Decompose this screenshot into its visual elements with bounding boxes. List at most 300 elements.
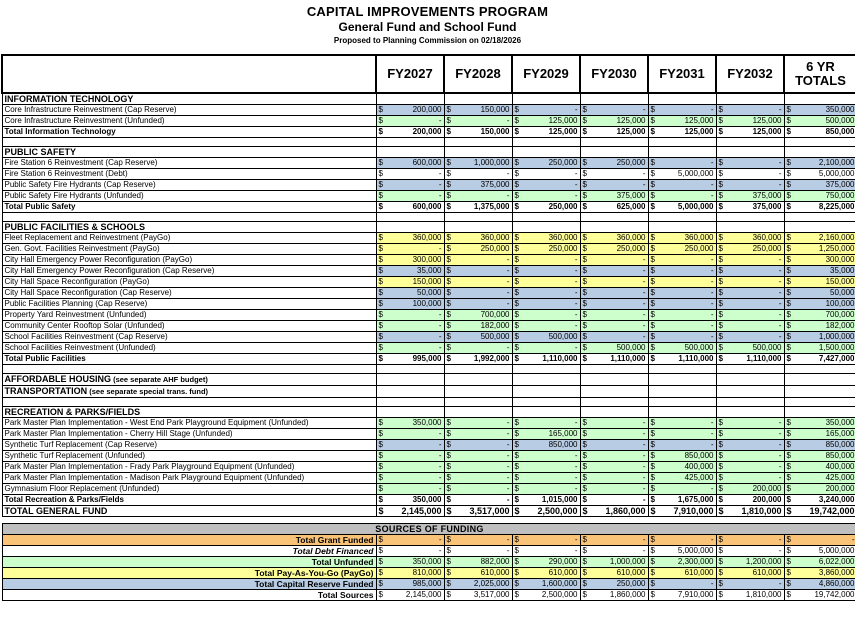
currency-symbol: $	[718, 321, 723, 330]
year-cell	[512, 429, 580, 440]
year-cell	[648, 310, 716, 321]
cell-value: -	[710, 535, 714, 544]
year-cell	[580, 116, 648, 127]
total-cell	[784, 418, 855, 429]
year-cell	[512, 127, 580, 138]
line-item-row	[2, 180, 855, 191]
empty-cell	[580, 398, 648, 407]
cell-value: 100,000	[825, 299, 855, 308]
section-total-row	[2, 127, 855, 138]
currency-symbol: $	[650, 557, 655, 566]
section-header-row	[2, 407, 855, 418]
currency-symbol: $	[582, 202, 587, 211]
currency-symbol: $	[514, 158, 519, 167]
year-cell	[716, 451, 784, 462]
cell-value: 125,000	[548, 116, 578, 125]
cell-value: -	[574, 105, 578, 114]
currency-symbol: $	[718, 535, 723, 544]
currency-symbol: $	[446, 202, 451, 211]
year-cell	[716, 202, 784, 213]
currency-symbol: $	[514, 288, 519, 297]
year-cell	[580, 473, 648, 484]
cell-value: 3,517,000	[469, 506, 510, 516]
spacer-label	[2, 213, 376, 222]
year-cell	[512, 116, 580, 127]
year-cell	[444, 535, 512, 546]
year-cell	[512, 255, 580, 266]
currency-symbol: $	[446, 535, 451, 544]
cell-value: 200,000	[412, 127, 442, 136]
year-cell	[580, 495, 648, 506]
year-cell	[376, 473, 444, 484]
currency-symbol: $	[786, 473, 791, 482]
empty-cell	[444, 398, 512, 407]
year-cell	[512, 277, 580, 288]
currency-symbol: $	[786, 255, 791, 264]
empty-cell	[716, 138, 784, 147]
year-cell	[512, 343, 580, 354]
currency-symbol: $	[718, 116, 723, 125]
total-cell	[784, 429, 855, 440]
cell-value: 5,000,000	[677, 202, 714, 211]
year-cell	[648, 473, 716, 484]
cell-value: -	[574, 535, 578, 544]
currency-symbol: $	[786, 233, 791, 242]
currency-symbol: $	[446, 321, 451, 330]
currency-symbol: $	[446, 590, 451, 599]
year-cell	[376, 343, 444, 354]
line-item-row	[2, 332, 855, 343]
currency-symbol: $	[582, 191, 587, 200]
sources-row-label: Total Capital Reserve Funded	[2, 579, 376, 590]
cell-value: -	[642, 255, 646, 264]
empty-cell	[444, 138, 512, 147]
year-cell	[580, 590, 648, 601]
cell-value: -	[642, 462, 646, 471]
cell-value: 8,225,000	[818, 202, 855, 211]
currency-symbol: $	[650, 116, 655, 125]
year-cell	[648, 354, 716, 365]
total-cell	[784, 116, 855, 127]
year-cell	[376, 233, 444, 244]
currency-symbol: $	[446, 255, 451, 264]
year-cell	[376, 590, 444, 601]
cell-value: -	[506, 462, 510, 471]
row-label: Total Public Facilities	[2, 354, 376, 365]
row-label: City Hall Emergency Power Reconfiguration (Cap Reserve)	[2, 266, 376, 277]
currency-symbol: $	[378, 127, 383, 136]
empty-cell	[648, 398, 716, 407]
currency-symbol: $	[514, 440, 519, 449]
cell-value: -	[642, 321, 646, 330]
total-cell	[784, 343, 855, 354]
currency-symbol: $	[650, 506, 656, 516]
year-cell	[376, 169, 444, 180]
currency-symbol: $	[446, 440, 451, 449]
cell-value: -	[438, 473, 442, 482]
currency-symbol: $	[650, 535, 655, 544]
cell-value: 350,000	[412, 418, 442, 427]
year-cell	[512, 557, 580, 568]
year-cell	[716, 105, 784, 116]
currency-symbol: $	[582, 568, 587, 577]
empty-cell	[648, 386, 716, 398]
year-cell	[512, 332, 580, 343]
year-cell	[376, 568, 444, 579]
empty-cell	[784, 407, 855, 418]
year-cell	[580, 277, 648, 288]
currency-symbol: $	[718, 462, 723, 471]
cell-value: -	[778, 429, 782, 438]
year-cell	[444, 440, 512, 451]
year-cell	[580, 418, 648, 429]
year-cell	[376, 244, 444, 255]
year-cell	[444, 266, 512, 277]
year-cell	[648, 418, 716, 429]
currency-symbol: $	[378, 233, 383, 242]
year-cell	[444, 277, 512, 288]
currency-symbol: $	[514, 255, 519, 264]
cell-value: -	[438, 332, 442, 341]
page-title: CAPITAL IMPROVEMENTS PROGRAM	[306, 4, 549, 19]
currency-symbol: $	[378, 299, 383, 308]
sources-row-label: Total Unfunded	[2, 557, 376, 568]
cell-value: -	[710, 579, 714, 588]
cell-value: -	[574, 321, 578, 330]
currency-symbol: $	[582, 418, 587, 427]
note-bold: TRANSPORTATION	[4, 386, 88, 396]
currency-symbol: $	[514, 557, 519, 566]
year-cell	[376, 429, 444, 440]
currency-symbol: $	[786, 202, 791, 211]
cell-value: 610,000	[616, 568, 646, 577]
cell-value: 1,250,000	[818, 244, 855, 253]
currency-symbol: $	[378, 546, 383, 555]
currency-symbol: $	[718, 202, 723, 211]
year-cell	[648, 255, 716, 266]
currency-symbol: $	[718, 244, 723, 253]
year-cell	[444, 255, 512, 266]
empty-cell	[512, 398, 580, 407]
currency-symbol: $	[446, 473, 451, 482]
currency-symbol: $	[582, 579, 587, 588]
cell-value: -	[438, 535, 442, 544]
total-cell	[784, 495, 855, 506]
year-cell	[648, 579, 716, 590]
year-cell	[580, 332, 648, 343]
year-cell	[648, 299, 716, 310]
page-note: Proposed to Planning Commission on 02/18/2026	[333, 36, 522, 45]
currency-symbol: $	[650, 191, 655, 200]
cell-value: 500,000	[480, 332, 510, 341]
currency-symbol: $	[650, 233, 655, 242]
year-cell	[512, 440, 580, 451]
year-cell	[580, 180, 648, 191]
currency-symbol: $	[718, 473, 723, 482]
cell-value: 500,000	[752, 343, 782, 352]
year-cell	[376, 321, 444, 332]
cell-value: 182,000	[480, 321, 510, 330]
year-cell	[716, 180, 784, 191]
line-item-row	[2, 484, 855, 495]
year-cell	[512, 506, 580, 517]
spacer-label	[2, 138, 376, 147]
cell-value: -	[642, 266, 646, 275]
row-label: Synthetic Turf Replacement (Cap Reserve)	[2, 440, 376, 451]
year-cell	[580, 299, 648, 310]
year-cell	[512, 484, 580, 495]
year-cell	[648, 321, 716, 332]
cell-value: -	[438, 451, 442, 460]
year-cell	[580, 169, 648, 180]
year-cell	[444, 332, 512, 343]
year-cell	[376, 440, 444, 451]
row-label: Fleet Replacement and Reinvestment (PayGo)	[2, 233, 376, 244]
row-label: City Hall Space Reconfiguration (PayGo)	[2, 277, 376, 288]
currency-symbol: $	[378, 191, 383, 200]
total-cell	[784, 321, 855, 332]
sources-row	[2, 546, 855, 557]
year-cell	[512, 310, 580, 321]
cell-value: 3,517,000	[473, 590, 510, 599]
year-cell	[716, 332, 784, 343]
currency-symbol: $	[786, 440, 791, 449]
cell-value: 1,675,000	[677, 495, 714, 504]
year-cell	[716, 343, 784, 354]
currency-symbol: $	[650, 484, 655, 493]
cell-value: 1,860,000	[605, 506, 646, 516]
empty-cell	[444, 93, 512, 105]
cell-value: -	[438, 116, 442, 125]
cell-value: 250,000	[684, 244, 714, 253]
total-cell	[784, 266, 855, 277]
empty-cell	[444, 147, 512, 158]
column-header-totals	[784, 55, 855, 93]
total-cell	[784, 440, 855, 451]
currency-symbol: $	[378, 451, 383, 460]
year-cell	[580, 288, 648, 299]
currency-symbol: $	[718, 158, 723, 167]
cell-value: 610,000	[548, 568, 578, 577]
year-cell	[512, 105, 580, 116]
currency-symbol: $	[582, 590, 587, 599]
currency-symbol: $	[514, 590, 519, 599]
year-cell	[376, 310, 444, 321]
empty-cell	[784, 374, 855, 386]
currency-symbol: $	[718, 354, 723, 363]
cell-value: 200,000	[752, 484, 782, 493]
cell-value: 750,000	[825, 191, 855, 200]
row-label: Core Infrastructure Reinvestment (Cap Reserve)	[2, 105, 376, 116]
empty-cell	[444, 365, 512, 374]
year-cell	[512, 590, 580, 601]
currency-symbol: $	[718, 429, 723, 438]
empty-cell	[376, 222, 444, 233]
note-row	[2, 386, 855, 398]
line-item-row	[2, 233, 855, 244]
empty-cell	[376, 93, 444, 105]
year-cell	[648, 191, 716, 202]
empty-cell	[512, 386, 580, 398]
currency-symbol: $	[514, 535, 519, 544]
empty-cell	[648, 147, 716, 158]
cell-value: 290,000	[548, 557, 578, 566]
cell-value: -	[438, 462, 442, 471]
cell-value: 150,000	[825, 277, 855, 286]
year-cell	[512, 321, 580, 332]
note-row	[2, 374, 855, 386]
cell-value: 2,160,000	[818, 233, 855, 242]
cell-value: 165,000	[548, 429, 578, 438]
year-cell	[580, 568, 648, 579]
total-cell	[784, 354, 855, 365]
cell-value: -	[710, 266, 714, 275]
currency-symbol: $	[718, 451, 723, 460]
currency-symbol: $	[378, 473, 383, 482]
line-item-row	[2, 105, 855, 116]
cell-value: -	[851, 535, 855, 544]
currency-symbol: $	[514, 546, 519, 555]
cell-value: 500,000	[548, 332, 578, 341]
currency-symbol: $	[514, 310, 519, 319]
currency-symbol: $	[446, 180, 451, 189]
cell-value: 350,000	[412, 495, 442, 504]
cell-value: 250,000	[548, 244, 578, 253]
year-cell	[512, 473, 580, 484]
empty-cell	[580, 407, 648, 418]
cell-value: -	[710, 180, 714, 189]
year-cell	[444, 310, 512, 321]
year-cell	[716, 462, 784, 473]
currency-symbol: $	[514, 116, 519, 125]
total-cell	[784, 332, 855, 343]
currency-symbol: $	[514, 484, 519, 493]
total-cell	[784, 310, 855, 321]
cell-value: -	[506, 343, 510, 352]
currency-symbol: $	[582, 495, 587, 504]
year-cell	[512, 418, 580, 429]
year-cell	[716, 299, 784, 310]
currency-symbol: $	[650, 277, 655, 286]
total-cell	[784, 127, 855, 138]
currency-symbol: $	[514, 451, 519, 460]
year-cell	[512, 354, 580, 365]
year-cell	[580, 255, 648, 266]
currency-symbol: $	[786, 277, 791, 286]
currency-symbol: $	[446, 506, 452, 516]
cell-value: 2,025,000	[473, 579, 510, 588]
currency-symbol: $	[514, 277, 519, 286]
note-small: (see separate AHF budget)	[111, 375, 208, 384]
currency-symbol: $	[718, 255, 723, 264]
year-cell	[512, 288, 580, 299]
cell-value: 5,000,000	[818, 169, 855, 178]
year-cell	[648, 462, 716, 473]
year-cell	[716, 116, 784, 127]
sources-row	[2, 590, 855, 601]
total-cell	[784, 462, 855, 473]
currency-symbol: $	[650, 354, 655, 363]
currency-symbol: $	[582, 535, 587, 544]
cell-value: -	[642, 310, 646, 319]
year-cell	[444, 568, 512, 579]
currency-symbol: $	[582, 169, 587, 178]
total-cell	[784, 158, 855, 169]
cell-value: -	[574, 299, 578, 308]
currency-symbol: $	[446, 244, 451, 253]
cell-value: 1,500,000	[818, 343, 855, 352]
note-small: (see separate special trans. fund)	[87, 387, 209, 396]
cell-value: -	[506, 440, 510, 449]
year-cell	[580, 343, 648, 354]
currency-symbol: $	[446, 158, 451, 167]
year-cell	[716, 418, 784, 429]
totals-header-text: 6 YR TOTALS	[795, 59, 846, 88]
section-title: PUBLIC FACILITIES & SCHOOLS	[2, 222, 376, 233]
cell-value: 500,000	[684, 343, 714, 352]
currency-symbol: $	[650, 579, 655, 588]
cell-value: 250,000	[548, 158, 578, 167]
year-cell	[716, 484, 784, 495]
empty-cell	[784, 93, 855, 105]
year-cell	[716, 440, 784, 451]
line-item-row	[2, 418, 855, 429]
cell-value: -	[574, 277, 578, 286]
cell-value: -	[438, 244, 442, 253]
year-cell	[376, 277, 444, 288]
currency-symbol: $	[378, 180, 383, 189]
spacer-label	[2, 365, 376, 374]
currency-symbol: $	[582, 244, 587, 253]
empty-cell	[784, 386, 855, 398]
line-item-row	[2, 310, 855, 321]
year-cell	[444, 429, 512, 440]
cell-value: 125,000	[616, 127, 646, 136]
year-cell	[512, 535, 580, 546]
currency-symbol: $	[446, 354, 451, 363]
cell-value: 1,992,000	[473, 354, 510, 363]
year-cell	[648, 506, 716, 517]
currency-symbol: $	[650, 244, 655, 253]
empty-cell	[376, 138, 444, 147]
cell-value: -	[642, 299, 646, 308]
currency-symbol: $	[514, 299, 519, 308]
gap-row	[2, 517, 855, 524]
cell-value: 882,000	[480, 557, 510, 566]
cell-value: -	[642, 169, 646, 178]
cell-value: 250,000	[616, 158, 646, 167]
cell-value: -	[710, 255, 714, 264]
currency-symbol: $	[378, 568, 383, 577]
currency-symbol: $	[718, 277, 723, 286]
total-cell	[784, 535, 855, 546]
cell-value: 425,000	[825, 473, 855, 482]
empty-cell	[716, 398, 784, 407]
empty-cell	[648, 213, 716, 222]
empty-cell	[376, 147, 444, 158]
cell-value: -	[710, 321, 714, 330]
currency-symbol: $	[718, 506, 724, 516]
currency-symbol: $	[718, 440, 723, 449]
cell-value: -	[778, 180, 782, 189]
currency-symbol: $	[378, 277, 383, 286]
currency-symbol: $	[582, 557, 587, 566]
row-label: Gen. Govt. Facilities Reinvestment (PayGo)	[2, 244, 376, 255]
currency-symbol: $	[582, 299, 587, 308]
currency-symbol: $	[718, 288, 723, 297]
empty-cell	[716, 407, 784, 418]
cell-value: 200,000	[825, 484, 855, 493]
